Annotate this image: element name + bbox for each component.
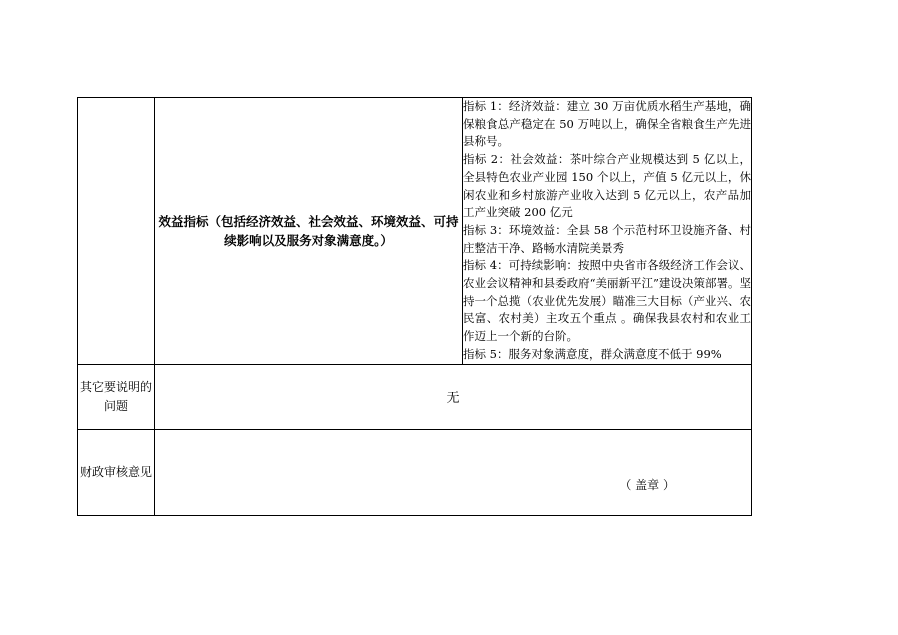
benefit-indicator-detail bbox=[463, 98, 752, 365]
performance-table bbox=[77, 97, 752, 516]
indicator-1: 指标 1：经济效益：建立 30 万亩优质水稻生产基地，确保粮食总产稳定在 50 万吨以上，确保全省粮食生产先进县称号。 bbox=[463, 99, 751, 149]
indicator-4: 指标 4：可持续影响：按照中央省市各级经济工作会议、农业会议精神和县委政府“美丽新平江”建设决策部署。坚持一个总揽（农业优先发展）瞄准三大目标（产业兴、农民富、农村美）主攻五个重点 。确保我县农村和农业工作迈上一个新的台阶。 bbox=[463, 258, 751, 344]
seal-label: （ 盖章 ） bbox=[619, 477, 675, 492]
finance-review-label: 财政审核意见 bbox=[78, 429, 155, 515]
finance-review-content bbox=[155, 429, 752, 515]
indicator-3: 指标 3：环境效益：全县 58 个示范村环卫设施齐备、村庄整洁干净、路畅水清院美景秀 bbox=[463, 222, 751, 255]
benefit-indicator-row bbox=[78, 98, 752, 365]
other-issues-label: 其它要说明的问题 bbox=[78, 364, 155, 429]
indicator-5: 指标 5：服务对象满意度，群众满意度不低于 99% bbox=[463, 346, 722, 361]
finance-review-row bbox=[78, 429, 752, 515]
other-issues-row bbox=[78, 364, 752, 429]
other-issues-value: 无 bbox=[155, 364, 752, 429]
benefit-indicator-label: 效益指标（包括经济效益、社会效益、环境效益、可持续影响以及服务对象满意度。） bbox=[155, 98, 463, 365]
empty-cell bbox=[78, 98, 155, 365]
indicator-2: 指标 2：社会效益：茶叶综合产业规模达到 5 亿以上，全县特色农业产业园 150 个以上，产值 5 亿元以上，休闲农业和乡村旅游产业收入达到 5 亿元以上，农产品加工产业突破 200 亿元 bbox=[463, 152, 751, 220]
